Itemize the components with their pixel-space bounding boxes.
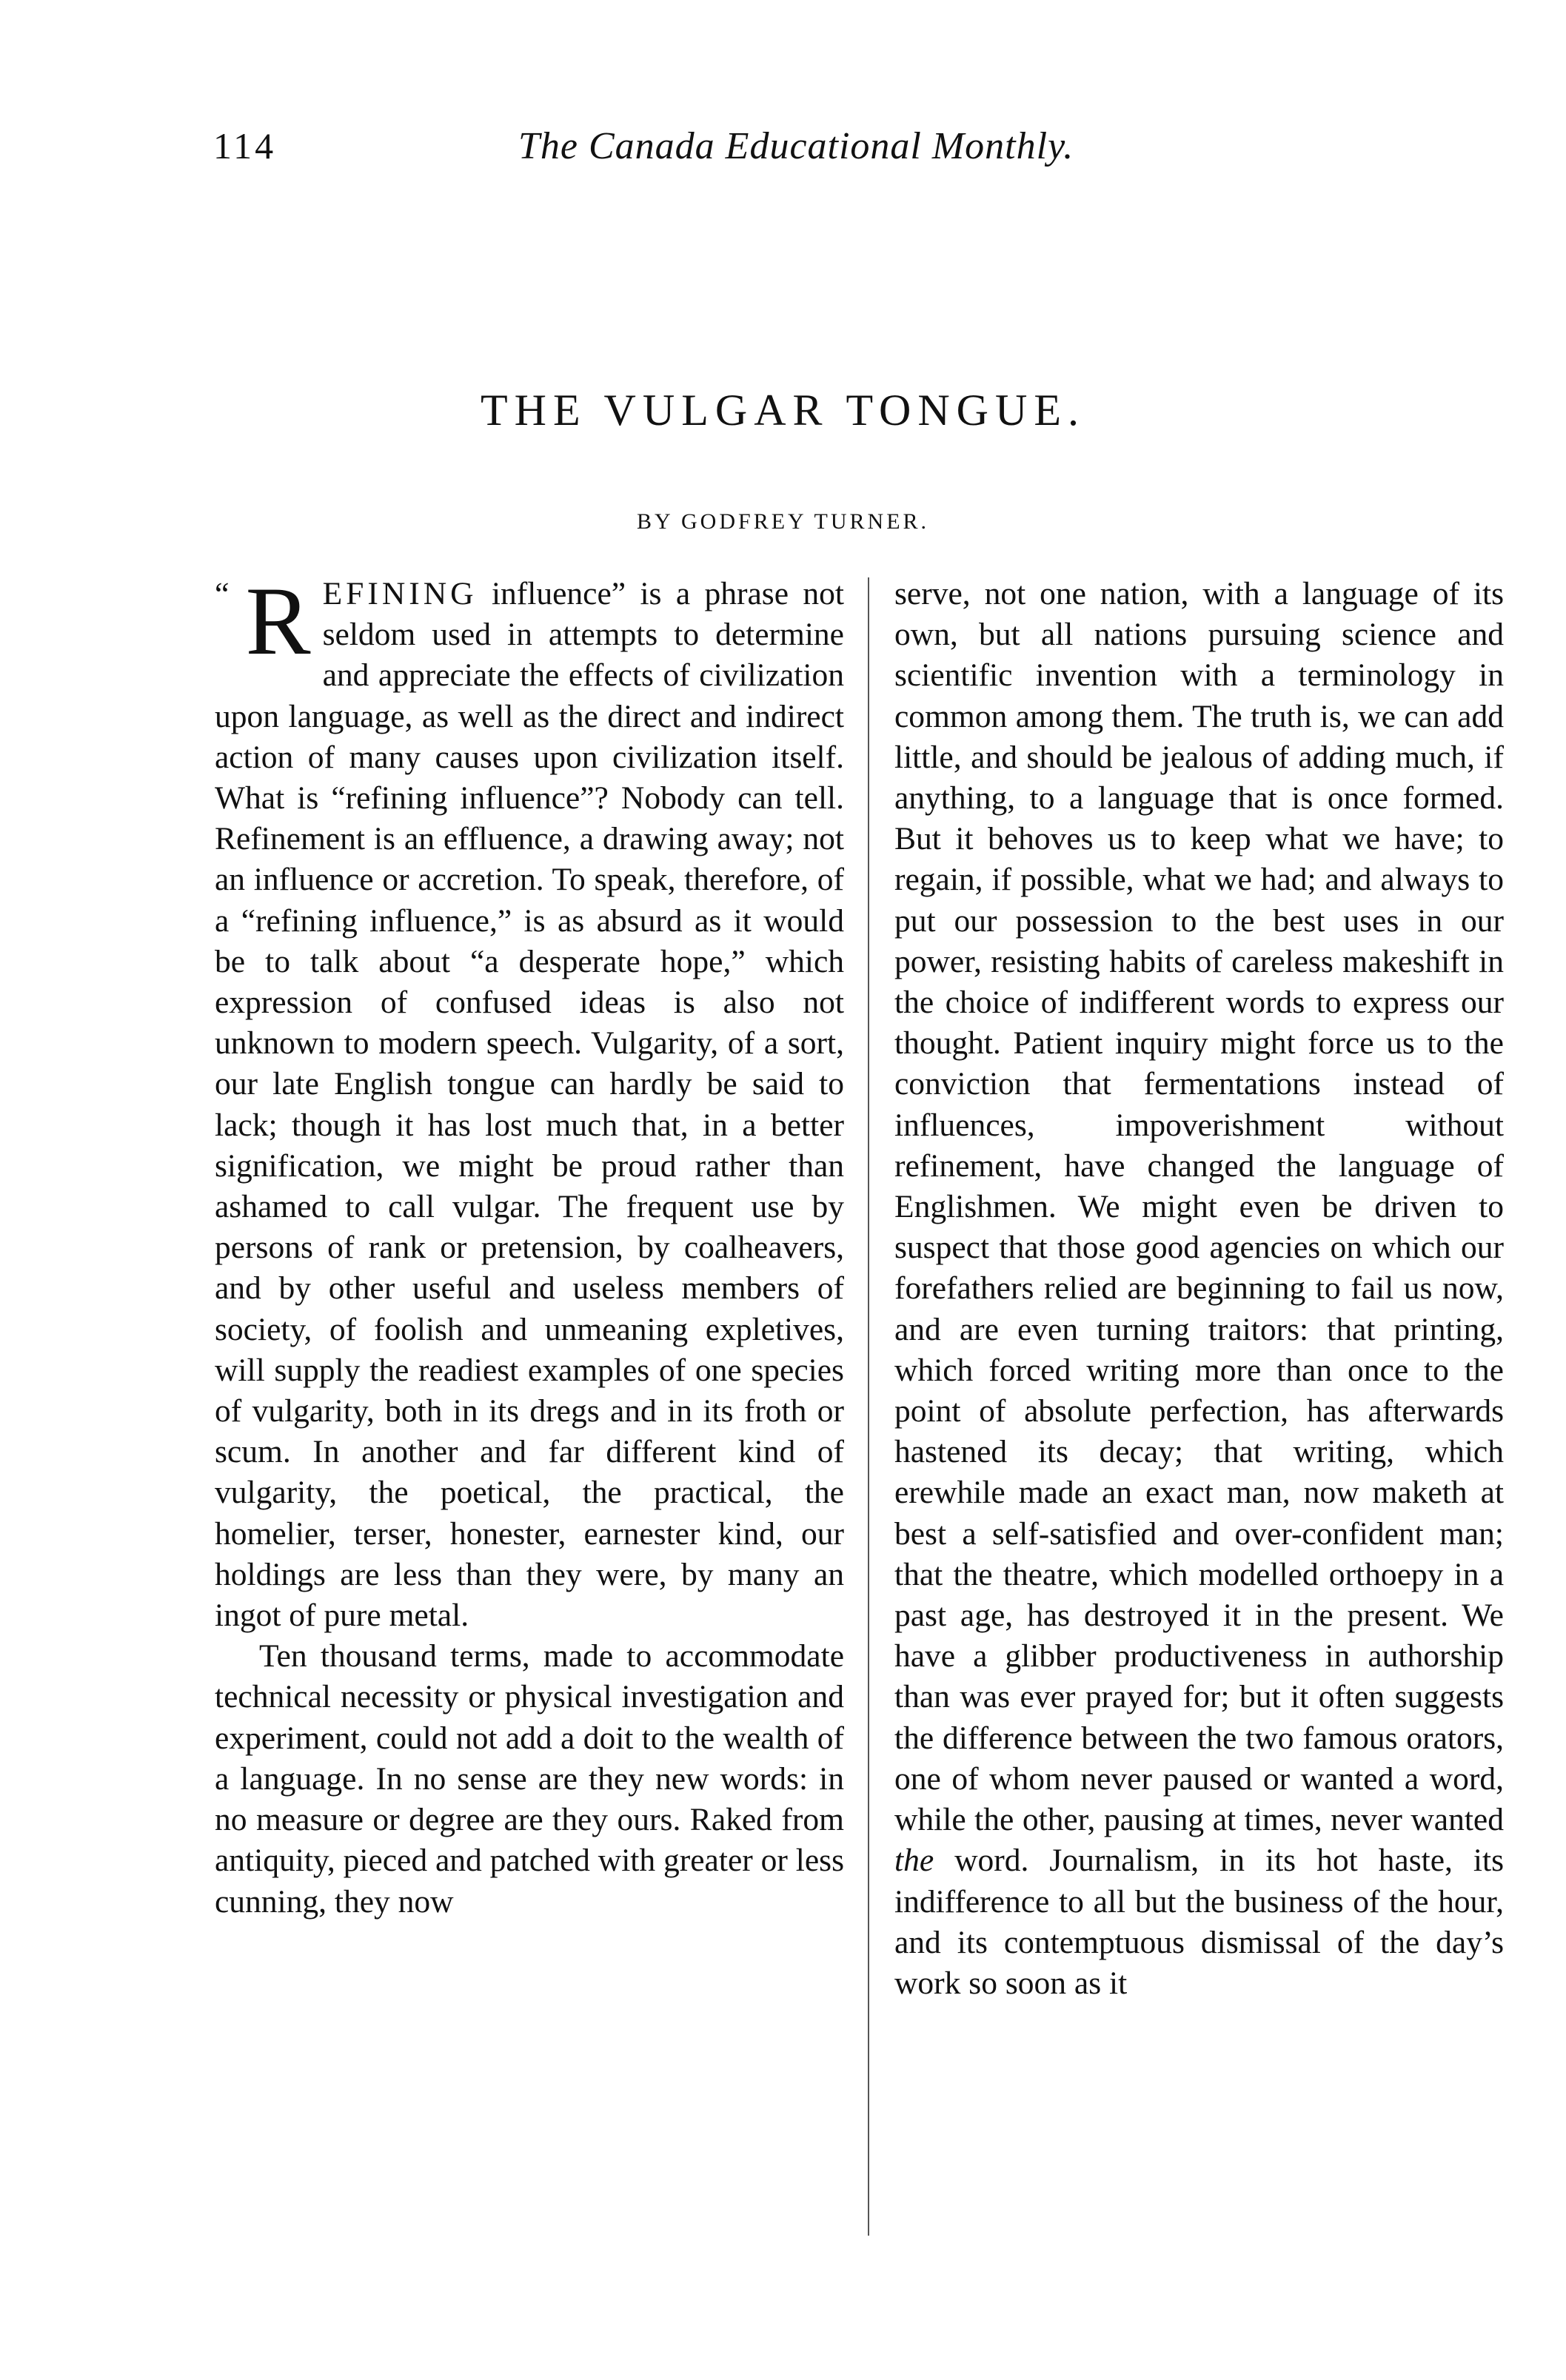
left-column xyxy=(215,566,844,1923)
italic-word: the xyxy=(894,1843,934,1879)
first-word-small-caps: EFINING xyxy=(322,576,478,611)
article-title: THE VULGAR TONGUE. xyxy=(481,386,1085,435)
column-divider xyxy=(868,577,869,2236)
opening-quote-mark: “ xyxy=(215,576,230,612)
journal-title: The Canada Educational Monthly. xyxy=(518,125,1074,167)
right-column xyxy=(894,574,1504,2004)
page-number: 114 xyxy=(213,125,277,167)
drop-cap: R xyxy=(245,566,311,675)
paragraph-technical-terms: Ten thousand terms, made to accommodate technical necessity or physical investigation and experiment, could not add a doit to the wealth of a language. In no sense are they new words: in no measure or degree are they ours. Raked from antiquity, pieced and patched with greater or less cunning, they now xyxy=(215,1638,844,1920)
article-byline: BY GODFREY TURNER. xyxy=(636,509,930,534)
running-head xyxy=(0,124,1566,191)
paragraph-text-end: word. Journalism, in its hot haste, its indifference to all but the business of the hour, and its contemptuous dismissal of the day’s work so soon as it xyxy=(894,1843,1504,2001)
paragraph-text: serve, not one nation, with a language of its own, but all nations pursuing science and scientific invention with a terminology in common among them. The truth is, we can add little, and should be jealous of adding much, if anything, to a language that is once formed. But it behoves us to keep what we have; to regain, if possible, what we had; and always to put our possession to the best uses in our power, resisting habits of careless makeshift in the choice of indifferent words to express our thought. Patient inquiry might force us to the conviction that fermentations instead of influences, impoverishment without refinement, have changed the language of Englishmen. We might even be driven to suspect that those good agencies on which our forefathers relied are beginning to fail us now, and are even turning traitors: that printing, which forced writing more than once to the point of absolute perfection, has afterwards hastened its decay; that writing, which erewhile made an exact man, now maketh at best a self-satisfied and over-confident man; that the theatre, which modelled orthoepy in a past age, has destroyed it in the present. We have a glibber productiveness in authorship than was ever prayed for; but it often suggests the difference between the two famous orators, one of whom never paused or wanted a word, while the other, pausing at times, never wanted xyxy=(894,576,1504,1838)
paragraph-continued xyxy=(894,574,1504,2004)
paragraph-opening xyxy=(215,566,844,1636)
paragraph-text: influence” is a phrase not seldom used in attempts to determine and appreciate the effects of civilization upon language, as well as the direct and indirect action of many causes upon civilization itself. What is “refining influence”? Nobody can tell. Refinement is an effluence, a drawing away; not an influence or accretion. To speak, therefore, of a “refining influence,” is as absurd as it would be to talk about “a desperate hope,” which expression of confused ideas is also not unknown to modern speech. Vulgarity, of a sort, our late English tongue can hardly be said to lack; though it has lost much that, in a better signification, we might be proud rather than ashamed to call vulgar. The frequent use by persons of rank or pretension, by coalheavers, and by other useful and useless members of society, of foolish and unmeaning expletives, will supply the readiest examples of one species of vulgarity, both in its dregs and in its froth or scum. In another and far different kind of vulgarity, the poetical, the practical, the homelier, terser, honester, earnester kind, our holdings are less than they were, by many an ingot of pure metal. xyxy=(215,576,844,1634)
